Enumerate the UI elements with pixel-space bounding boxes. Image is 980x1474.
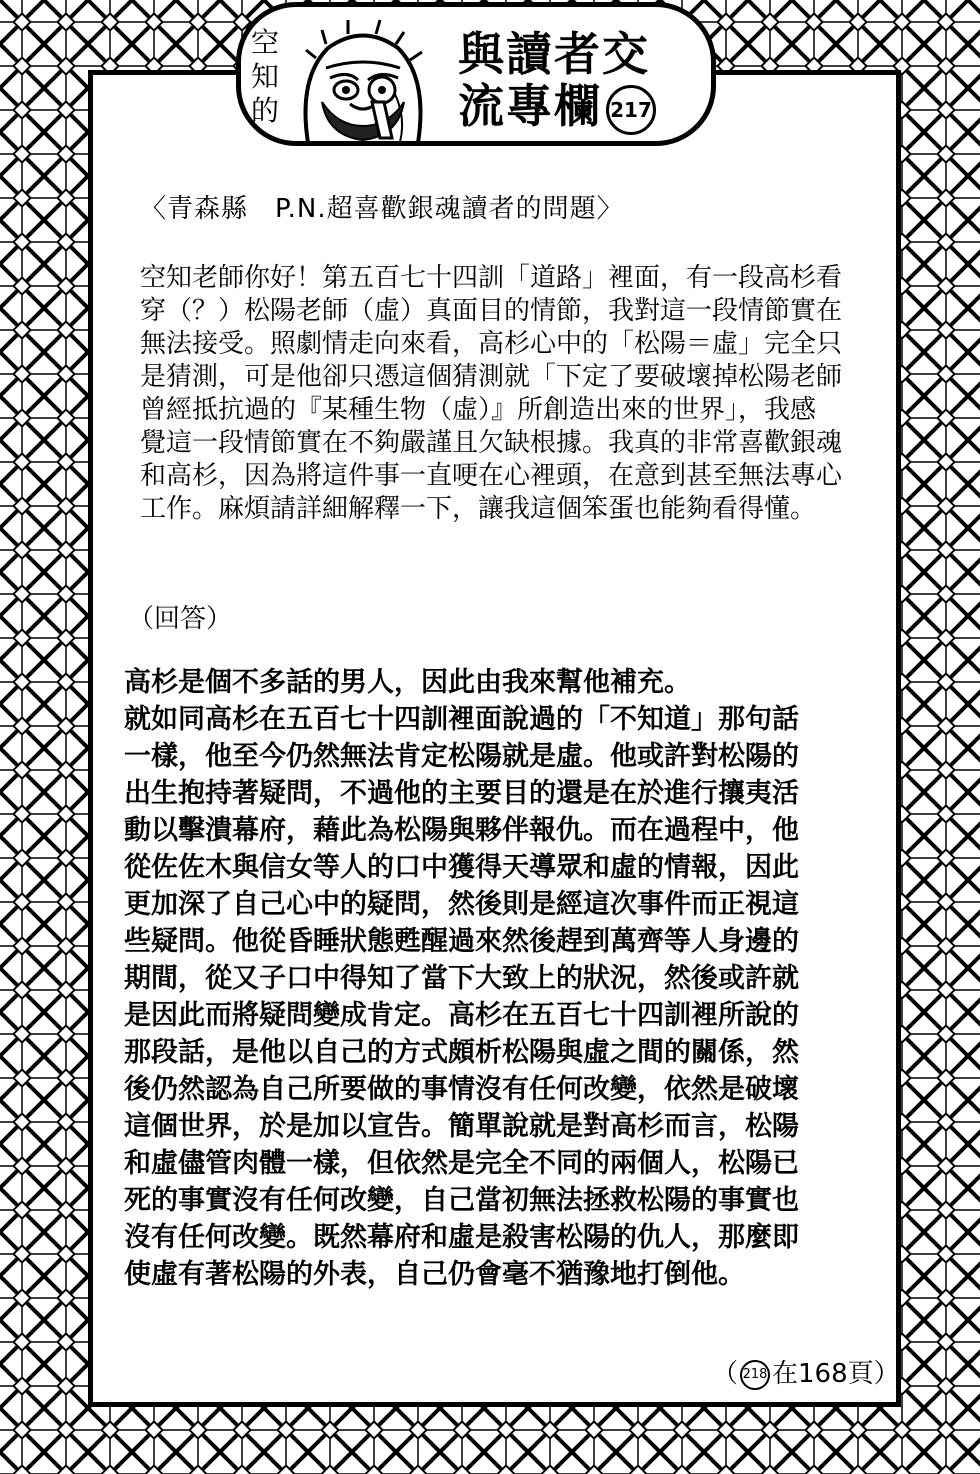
question-line: 空知老師你好！第五百七十四訓「道路」裡面，有一段高杉看 [140, 263, 843, 293]
answer-line: 那段話，是他以自己的方式頗析松陽與虛之間的關係，然 [124, 1037, 799, 1068]
author-tag-char: 知 [250, 60, 279, 93]
answer-line: 使虛有著松陽的外表，自己仍會毫不猶豫地打倒他。 [124, 1259, 745, 1290]
title-line-2 [458, 80, 708, 135]
column-title [458, 28, 708, 135]
question-line: 穿（？）松陽老師（虛）真面目的情節，我對這一段情節實在 [140, 296, 843, 326]
answer-line: 動以擊潰幕府，藉此為松陽與夥伴報仇。而在過程中，他 [124, 815, 799, 846]
continuation-text: 在168頁） [772, 1359, 900, 1389]
answer-line: 這個世界，於是加以宣告。簡單說就是對高杉而言，松陽 [124, 1111, 799, 1142]
issue-number-badge: 217 [606, 85, 656, 135]
question-line: 是猜測，可是他卻只憑這個猜測就「下定了要破壞掉松陽老師 [140, 362, 843, 392]
question-line: 覺這一段情節實在不夠嚴謹且欠缺根據。我真的非常喜歡銀魂 [140, 428, 843, 458]
question-line: 無法接受。照劇情走向來看，高杉心中的「松陽＝虛」完全只 [140, 329, 843, 359]
answer-line: 後仍然認為自己所要做的事情沒有任何改變，依然是破壞 [124, 1074, 799, 1105]
question-line: 工作。麻煩請詳細解釋一下，讓我這個笨蛋也能夠看得懂。 [140, 494, 817, 524]
answer-line: 死的事實沒有任何改變，自己當初無法拯救松陽的事實也 [124, 1185, 799, 1216]
title-line-1: 與讀者交 [458, 27, 650, 81]
continuation-open-paren: （ [712, 1359, 739, 1389]
gorilla-author-face-icon [288, 18, 438, 148]
next-issue-badge: 218 [740, 1360, 770, 1390]
answer-line: 是因此而將疑問變成肯定。高杉在五百七十四訓裡所說的 [124, 1000, 799, 1031]
answer-line: 沒有任何改變。既然幕府和虛是殺害松陽的仇人，那麼即 [124, 1222, 799, 1253]
author-tag-char: 的 [250, 94, 279, 127]
continuation-note [712, 1353, 900, 1390]
answer-line: 些疑問。他從昏睡狀態甦醒過來然後趕到萬齊等人身邊的 [124, 926, 799, 957]
answer-line: 一樣，他至今仍然無法肯定松陽就是虛。他或許對松陽的 [124, 741, 799, 772]
author-tag-char: 空 [250, 26, 279, 59]
question-line: 曾經抵抗過的『某種生物（虛）』所創造出來的世界」，我感 [140, 395, 817, 425]
question-body [140, 262, 890, 526]
title-line-2-text: 流專欄 [458, 79, 602, 133]
answer-line: 更加深了自己心中的疑問，然後則是經這次事件而正視這 [124, 889, 799, 920]
answer-heading: （回答） [128, 604, 233, 634]
question-heading: 〈青森縣 P.N.超喜歡銀魂讀者的問題〉 [140, 194, 624, 224]
answer-line: 就如同高杉在五百七十四訓裡面說過的「不知道」那句話 [124, 704, 799, 735]
answer-line: 高杉是個不多話的男人，因此由我來幫他補充。 [124, 667, 691, 698]
question-line: 和高杉，因為將這件事一直哽在心裡頭，在意到甚至無法專心 [140, 461, 843, 491]
answer-line: 從佐佐木與信女等人的口中獲得天導眾和虛的情報，因此 [124, 852, 799, 883]
answer-line: 出生抱持著疑問，不過他的主要目的還是在於進行攘夷活 [124, 778, 799, 809]
answer-body [124, 664, 894, 1293]
answer-line: 期間，從又子口中得知了當下大致上的狀況，然後或許就 [124, 963, 799, 994]
answer-line: 和虛儘管肉體一樣，但依然是完全不同的兩個人，松陽已 [124, 1148, 799, 1179]
author-tag [250, 26, 280, 128]
